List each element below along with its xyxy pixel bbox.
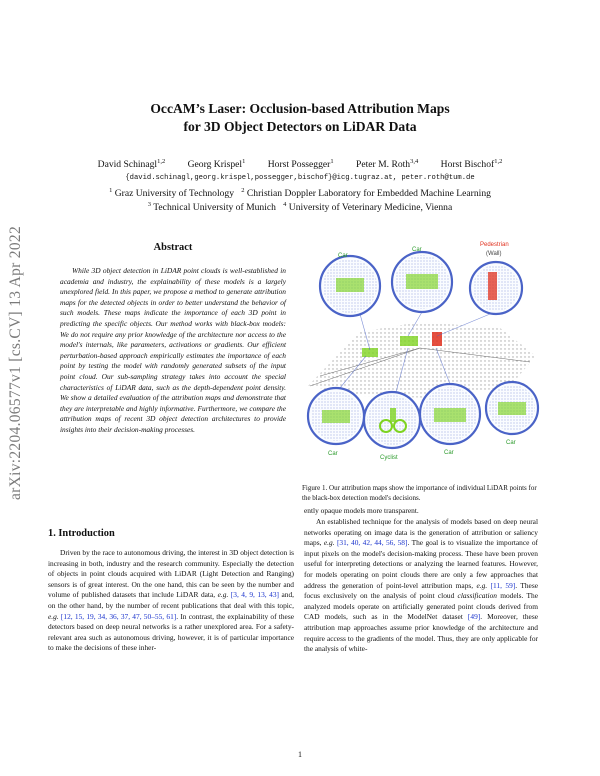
citation-link[interactable]: [49] <box>467 612 481 622</box>
author: Horst Possegger$^1$ <box>267 158 334 171</box>
zoom-ring-car-bottom-left <box>308 388 364 444</box>
author: Peter M. Roth$^{3,4}$ <box>356 158 419 171</box>
label-wall: (Wall) <box>486 251 502 257</box>
author: Horst Bischof$^{1,2}$ <box>440 158 503 171</box>
attribution-map-illustration <box>300 236 540 472</box>
author: David Schinagl$^{1,2}$ <box>97 158 166 171</box>
label-car: Car <box>444 450 454 456</box>
figure-caption: Figure 1. Our attribution maps show the importance of individual LiDAR points for the black-box detection model's decisions. <box>302 484 537 502</box>
citation-link[interactable]: [31, 40, 42, 44, 56, 58] <box>336 538 408 548</box>
label-pedestrian: Pedestrian <box>480 242 509 248</box>
citation-link[interactable]: [3, 4, 9, 13, 43] <box>230 590 279 600</box>
highlighted-car <box>400 336 418 346</box>
zoom-ring-car-bottom-mid <box>420 384 480 444</box>
affiliation-line-2: $^3$ Technical University of Munich $^4$ University of Veterinary Medicine, Vienna <box>147 201 453 214</box>
label-cyclist: Cyclist <box>380 455 398 461</box>
author-emails: {david.schinagl,georg.krispel,possegger,bischof}@icg.tugraz.at, peter.roth@tum.de <box>125 174 475 182</box>
paper-title-line1: OccAM’s Laser: Occlusion-based Attribution Maps <box>150 101 450 116</box>
arxiv-stamp: arXiv:2204.06577v1 [cs.CV] 13 Apr 2022 <box>7 226 24 501</box>
affiliation-line-1: $^1$ Graz University of Technology $^2$ Christian Doppler Laboratory for Embedded Machine Learning <box>109 187 491 200</box>
abstract-heading: Abstract <box>153 242 193 253</box>
page-number: 1 <box>298 750 302 759</box>
citation-link[interactable]: [12, 15, 19, 34, 36, 37, 47, 50–55, 61] <box>60 611 177 621</box>
zoom-ring-car-top-mid <box>392 252 452 312</box>
label-car: Car <box>506 440 516 446</box>
intro-paragraph-2: An established technique for the analysis of models based on deep neural networks operating on image data is the generation of attribution or saliency maps, e.g. [31, 40, 42, 44, 56, 58]. The goal is to visualize the importance of input pixels on the model's decision-making process. These have been proven useful for interpreting detections or analyzing the learned features. However, for models operating on point clouds there are only a few approaches that address the generation of point-level attribution maps, e.g. [11, 59]. These focus exclusively on the analysis of point cloud classification models. The analyzed models operate on artificially generated point clouds derived from CAD models, such as in the ModelNet dataset [49]. Moreover, these attribution map approaches assume prior knowledge of the architecture and require access to the gradients of the model. Thus, they are only applicable for the analysis of white- <box>304 517 538 654</box>
zoom-ring-pedestrian <box>470 262 522 314</box>
label-car: Car <box>338 253 348 259</box>
zoom-ring-cyclist <box>364 392 420 448</box>
introduction-heading: 1. Introduction <box>48 528 115 539</box>
author-list <box>40 158 560 170</box>
zoom-ring-car-top-left <box>320 256 380 316</box>
intro-paragraph-1: Driven by the race to autonomous driving, the interest in 3D object detection is increasing in both, industry and the research community. Especially the detection of objects in point clouds acquired with LiDAR (Light Detection and Ranging) sensors is of great interest. On the one hand, this can be seen by the number and volume of published datasets that include LiDAR data, e.g. [3, 4, 9, 13, 43] and, on the other hand, by the number of recent publications that deal with this topic, e.g. [12, 15, 19, 34, 36, 37, 47, 50–55, 61]. In contrast, the explainability of these detectors based on deep neural networks is a rather unexplored area. For a safety-relevant area such as autonomous driving, however, it is of particular importance to make the decisions of these inher- <box>48 548 295 653</box>
zoom-ring-car-bottom-right <box>486 382 538 434</box>
abstract-text: While 3D object detection in LiDAR point clouds is well-established in academia and industry, the explainability of these models is a largely unexplored field. In this paper, we propose a method to generate attribution maps for the detected objects in order to better understand the behavior of such models. These maps indicate the importance of each 3D point in predicting the specific objects. Our method works with black-box models: We do not require any prior knowledge of the architecture nor access to the model's internals, like parameters, activations or gradients. Our efficient perturbation-based approach empirically estimates the importance of each point by testing the model with randomly generated subsets of the input point cloud. Our sub-sampling strategy takes into account the special characteristics of LiDAR data, such as the depth-dependent point density. We show a detailed evaluation of the attribution maps and demonstrate that they are interpretable and highly informative. Furthermore, we compare the attribution maps of recent 3D object detection architectures to provide insights into their decision-making processes. <box>60 266 286 434</box>
author: Georg Krispel$^1$ <box>187 158 246 171</box>
label-car: Car <box>328 451 338 457</box>
citation-link[interactable]: [11, 59] <box>490 580 516 590</box>
figure-1 <box>300 236 540 472</box>
highlighted-pedestrian <box>432 332 442 346</box>
label-car: Car <box>412 247 422 253</box>
paper-title-line2: for 3D Object Detectors on LiDAR Data <box>183 119 417 134</box>
right-column-continuation: ently opaque models more transparent. <box>304 506 419 515</box>
